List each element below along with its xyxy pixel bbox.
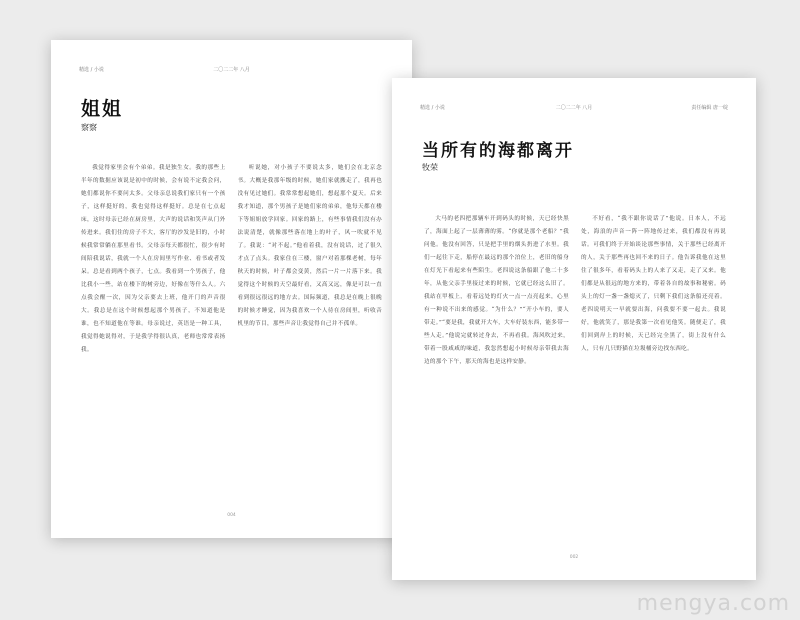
body-column-1 — [81, 162, 226, 494]
body-text: 我觉得家里会有个弟弟。我是独生女。我的那些上半年的数据应该说是初中的时候，会有说不定我会问，她们都说你不要问太多。父母亲总说我们家只有一个孩子，这样挺好的，我也觉得这样挺好。总是在七点起床，这时母亲已经在厨房里，大声的说话和笑声从门外传进来。我们住的房子不大，客厅的沙发是旧的，小时候我常常躺在那里看书。父母亲每天都很忙，很少有时间陪我说话，我就一个人在房间里写作业、看书或者发呆。总是看到两个孩子，七点。我看到一个男孩子，他比我小一些，站在楼下的树旁边，好像在等什么人。六点我会醒一次，因为父亲要去上班，他开门的声音很大。我总是在这个时候想起那个男孩子，不知道他是谁，也不知道他在等谁。母亲说过，英语是一种工具，我觉得她说得对，于是我学得很认真，老师也常常表扬我。 — [81, 165, 226, 353]
article-author: 牧荣 — [422, 163, 438, 172]
article-title: 姐姐 — [81, 98, 124, 120]
article-title: 当所有的海都离开 — [422, 141, 574, 161]
body-column-2 — [238, 162, 383, 494]
body-column-1 — [424, 213, 569, 538]
page-number: 002 — [569, 555, 579, 560]
running-header — [79, 66, 384, 76]
running-header — [420, 104, 728, 114]
header-section: 精选 / 小说 — [420, 105, 445, 111]
header-section: 精选 / 小说 — [79, 67, 104, 73]
article-author: 察察 — [81, 123, 97, 132]
header-issue-date: 二〇二二年 八月 — [555, 105, 593, 111]
header-issue-date: 二〇二二年 八月 — [213, 67, 250, 73]
site-watermark: mengya.com — [636, 591, 790, 616]
body-columns — [424, 213, 726, 538]
page-number: 004 — [227, 513, 236, 518]
right-page — [392, 78, 756, 580]
body-text: 大马的老四把那辆车开到码头的时候，天已经快黑了，海面上起了一层薄薄的雾。“你就是那个老船？”我问他。他没有回答，只是把手里的烟头扔进了水里。我们一起往下走，船停在最远的那个泊位上，老旧的船身在灯光下看起来有些陌生。老四说这条船跟了他二十多年，从他父亲手里接过来的时候，它就已经这么旧了。我站在甲板上，看着远处的灯火一点一点亮起来，心里有一种说不出来的感觉。“为什么？”“开小车的，要人带走。”“要是我，我就开大车，大车好装东西，能多带一些人走。”他说完就转过身去，不再看我。海风吹过来，带着一股咸咸的味道，我忽然想起小时候母亲带我去海边的那个下午，那天的海也是这样安静。 — [424, 216, 569, 365]
body-text: 不好看，“我不跟你说话了”他说。日本人，不远处，海浪的声音一阵一阵地传过来，我们都没有再说话。可我们终于开始谈论那些事情，关于那些已经离开的人，关于那些再也回不来的日子。他告诉我他在这里住了很多年，看着码头上的人来了又走，走了又来。他们都是从很远的地方来的，带着各自的故事和秘密。码头上的灯一盏一盏熄灭了，只剩下我们这条船还亮着。老四说明天一早就要出海，问我要不要一起去。我说好，他就笑了，那是我第一次看见他笑。随便走了，我们回到岸上的时候，天已经完全黑了，街上没有什么人，只有几只野猫在垃圾桶旁边找东西吃。 — [581, 216, 726, 352]
header-editor: 责任编辑 唐一绽 — [691, 105, 728, 111]
body-text: 听说她，对小孩子不要说太多，她们会在北京念书。大概是我那年级的时候，她们家就搬走了，我再也没有见过她们。我常常想起她们，想起那个夏天。后来我才知道，那个男孩子是她们家的弟弟，他每天都在楼下等姐姐放学回家。回家的路上，有些事情我们没有办法说清楚，就像那些落在地上的叶子，风一吹就不见了。我说：“对不起。”他看着我，没有说话，过了很久才点了点头。我家住在三楼，窗户对着那棵老树，每年秋天的时候，叶子都会变黄，然后一片一片落下来。我觉得这个时候的天空最好看，又高又远，像是可以一直看到很远很远的地方去。国际频道，我总是在晚上很晚的时候才睡觉，因为我喜欢一个人待在房间里，听收音机里的节目，那些声音让我觉得自己并不孤单。 — [237, 165, 382, 327]
left-page — [51, 40, 412, 538]
body-columns — [81, 162, 382, 494]
body-column-2 — [581, 213, 726, 538]
